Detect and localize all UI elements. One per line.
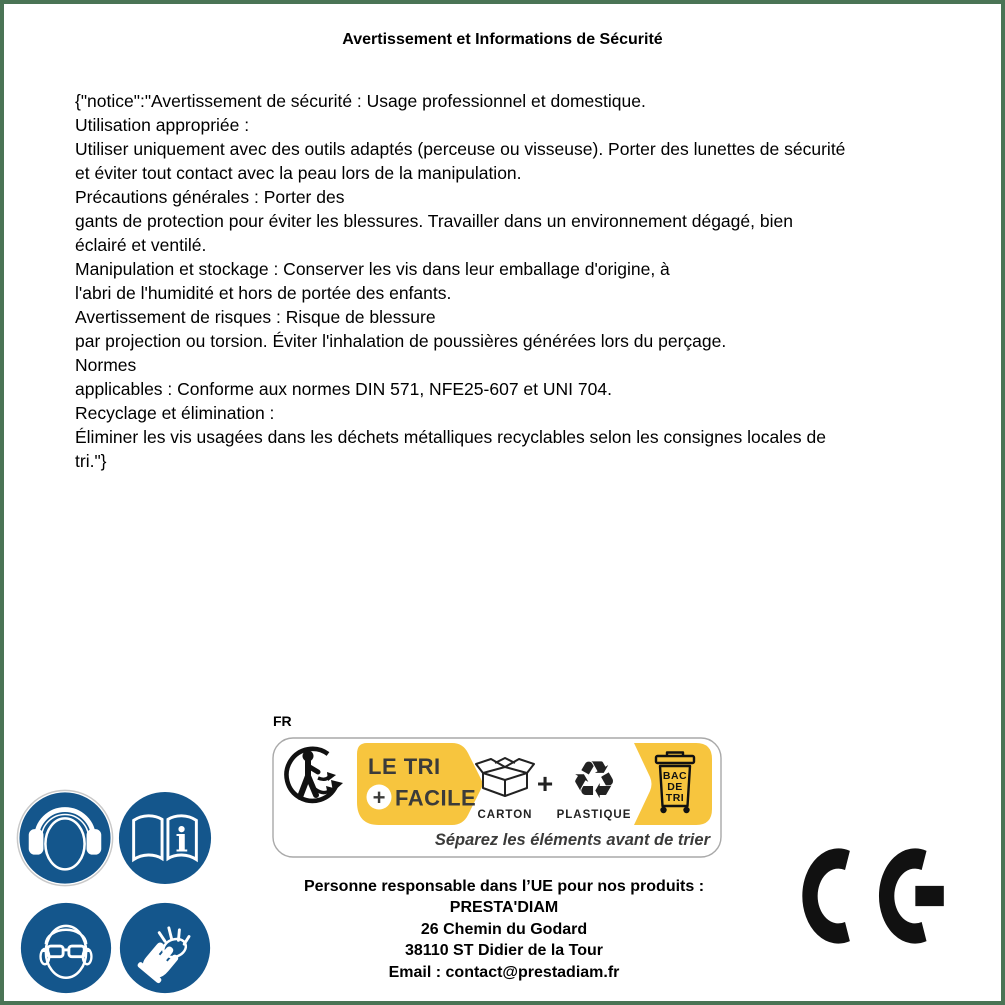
notice-line: Recyclage et élimination : bbox=[75, 403, 275, 423]
plastic-recycling-icon: ♻ bbox=[570, 751, 618, 811]
notice-line: Utilisation appropriée : bbox=[75, 115, 250, 135]
contact-email: Email : contact@prestadiam.fr bbox=[388, 963, 620, 981]
sorting-instruction: Séparez les éléments avant de trier bbox=[434, 831, 710, 849]
address-line-1: 26 Chemin du Godard bbox=[420, 920, 588, 938]
responsible-intro: Personne responsable dans l’UE pour nos produits : bbox=[303, 878, 705, 895]
info-tri-label bbox=[272, 737, 722, 858]
le-tri-text: LE TRI bbox=[368, 754, 441, 779]
notice-line: tri."} bbox=[75, 451, 107, 471]
country-code-label: FR bbox=[273, 713, 292, 729]
wear-ear-protection-icon bbox=[16, 789, 114, 887]
notice-line: Normes bbox=[75, 355, 137, 375]
notice-line: gants de protection pour éviter les blessures. Travailler dans un environnement dégagé, bien bbox=[75, 211, 793, 231]
materials-plus-sign: + bbox=[536, 768, 554, 799]
notice-line: applicables : Conforme aux normes DIN 571, NFE25-607 et UNI 704. bbox=[75, 379, 612, 399]
address-line-2: 38110 ST Didier de la Tour bbox=[405, 942, 603, 960]
plastique-label: PLASTIQUE bbox=[556, 809, 632, 821]
notice-line: Précautions générales : Porter des bbox=[75, 187, 345, 207]
notice-line: Manipulation et stockage : Conserver les vis dans leur emballage d'origine, à bbox=[75, 259, 670, 279]
bin-text-de: DE bbox=[667, 781, 683, 793]
wear-protective-gloves-icon bbox=[117, 900, 213, 996]
ce-marking-icon bbox=[800, 846, 946, 946]
carton-label: CARTON bbox=[477, 809, 533, 821]
bin-text-tri: TRI bbox=[665, 792, 685, 804]
notice-line: {"notice":"Avertissement de sécurité : Usage professionnel et domestique. bbox=[75, 91, 646, 111]
notice-line: Utiliser uniquement avec des outils adaptés (perceuse ou visseuse). Porter des lunettes de sécurité bbox=[75, 139, 846, 159]
page-title: Avertissement et Informations de Sécurité bbox=[342, 31, 663, 48]
notice-line: Éliminer les vis usagées dans les déchets métalliques recyclables selon les consignes locales de bbox=[75, 427, 826, 447]
notice-line: et éviter tout contact avec la peau lors de la manipulation. bbox=[75, 163, 522, 183]
plus-badge-text: + bbox=[372, 785, 386, 810]
safety-notice-text bbox=[75, 89, 980, 473]
notice-line: par projection ou torsion. Éviter l'inhalation de poussières générées lors du perçage. bbox=[75, 331, 727, 351]
notice-line: Avertissement de risques : Risque de blessure bbox=[75, 307, 436, 327]
bin-text-bac: BAC bbox=[662, 770, 688, 782]
responsible-person-block bbox=[259, 876, 749, 983]
notice-line: éclairé et ventilé. bbox=[75, 235, 207, 255]
facile-text: FACILE bbox=[395, 785, 477, 811]
read-instruction-manual-icon bbox=[116, 789, 214, 887]
info-glyph: i bbox=[175, 820, 188, 860]
company-name: PRESTA'DIAM bbox=[449, 899, 559, 917]
notice-line: l'abri de l'humidité et hors de portée des enfants. bbox=[75, 283, 452, 303]
wear-eye-protection-icon bbox=[18, 900, 114, 996]
